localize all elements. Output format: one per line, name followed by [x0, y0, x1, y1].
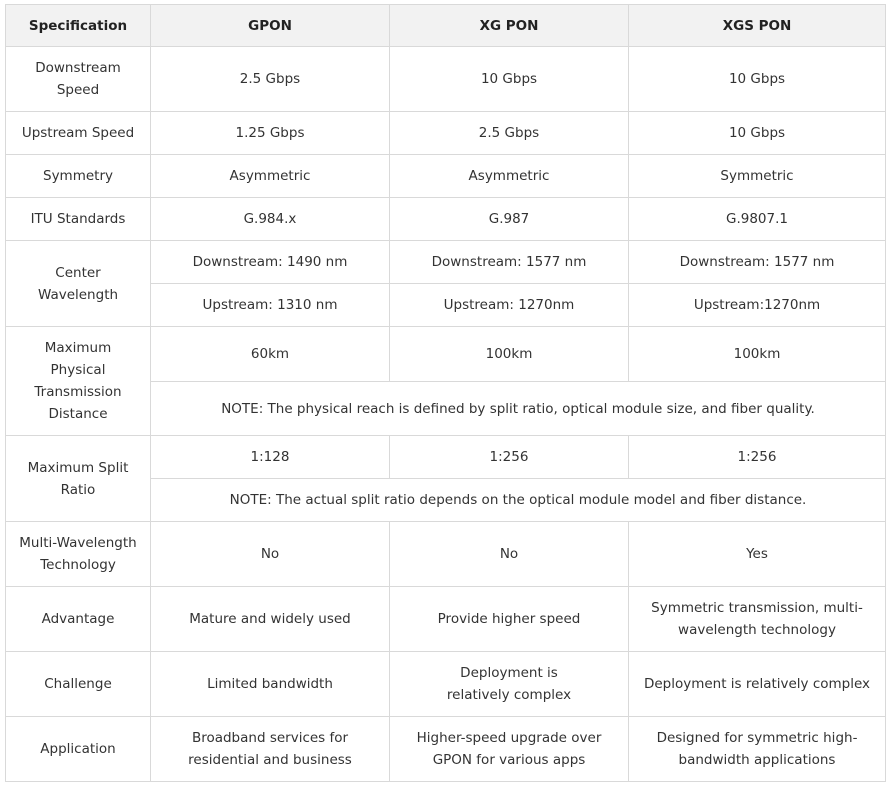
cell-gpon: 60km — [151, 327, 390, 382]
row-label-upstream: Upstream Speed — [6, 112, 151, 155]
cell-gpon: Downstream: 1490 nm — [151, 241, 390, 284]
table-row — [6, 652, 886, 717]
cell-xgpon: Provide higher speed — [390, 587, 629, 652]
table-row — [6, 522, 886, 587]
cell-xgpon: 2.5 Gbps — [390, 112, 629, 155]
cell-xgpon: No — [390, 522, 629, 587]
cell-gpon: Limited bandwidth — [151, 652, 390, 717]
cell-gpon: 1.25 Gbps — [151, 112, 390, 155]
cell-xgspon: Yes — [629, 522, 886, 587]
header-xgspon: XGS PON — [629, 5, 886, 47]
row-label-wavelength: Center Wavelength — [6, 241, 151, 327]
row-label-distance: Maximum Physical Transmission Distance — [6, 327, 151, 436]
cell-gpon: G.984.x — [151, 198, 390, 241]
cell-xgspon: G.9807.1 — [629, 198, 886, 241]
note-distance: NOTE: The physical reach is defined by split ratio, optical module size, and fiber quality. — [151, 382, 886, 436]
header-xgpon: XG PON — [390, 5, 629, 47]
cell-xgpon: Downstream: 1577 nm — [390, 241, 629, 284]
cell-xgpon: Upstream: 1270nm — [390, 284, 629, 327]
row-label-challenge: Challenge — [6, 652, 151, 717]
table-row — [6, 112, 886, 155]
cell-gpon: No — [151, 522, 390, 587]
cell-xgpon: 1:256 — [390, 436, 629, 479]
pon-comparison-table — [5, 4, 886, 782]
cell-gpon: 1:128 — [151, 436, 390, 479]
cell-xgspon: Downstream: 1577 nm — [629, 241, 886, 284]
table-row — [6, 327, 886, 382]
cell-xgspon: Deployment is relatively complex — [629, 652, 886, 717]
cell-xgpon: Deployment is relatively complex — [390, 652, 629, 717]
cell-xgspon: Designed for symmetric high-bandwidth applications — [629, 717, 886, 782]
table-row — [6, 241, 886, 284]
row-label-application: Application — [6, 717, 151, 782]
cell-gpon: Asymmetric — [151, 155, 390, 198]
cell-xgpon: 100km — [390, 327, 629, 382]
row-label-split: Maximum Split Ratio — [6, 436, 151, 522]
cell-xgspon: 10 Gbps — [629, 47, 886, 112]
table-row — [6, 47, 886, 112]
cell-gpon: Mature and widely used — [151, 587, 390, 652]
cell-xgspon: Upstream:1270nm — [629, 284, 886, 327]
row-label-multiwave: Multi-Wavelength Technology — [6, 522, 151, 587]
row-label-itu: ITU Standards — [6, 198, 151, 241]
cell-xgspon: 1:256 — [629, 436, 886, 479]
cell-gpon: Upstream: 1310 nm — [151, 284, 390, 327]
cell-xgspon: 10 Gbps — [629, 112, 886, 155]
header-row — [6, 5, 886, 47]
table-row — [6, 198, 886, 241]
cell-xgpon: Asymmetric — [390, 155, 629, 198]
note-split: NOTE: The actual split ratio depends on the optical module model and fiber distance. — [151, 479, 886, 522]
row-label-advantage: Advantage — [6, 587, 151, 652]
row-label-downstream: Downstream Speed — [6, 47, 151, 112]
table-row — [6, 436, 886, 479]
table-row — [6, 587, 886, 652]
cell-gpon: 2.5 Gbps — [151, 47, 390, 112]
cell-xgpon: 10 Gbps — [390, 47, 629, 112]
cell-gpon: Broadband services for residential and business — [151, 717, 390, 782]
table-row — [6, 155, 886, 198]
table-row — [6, 717, 886, 782]
cell-xgspon: Symmetric transmission, multi-wavelength technology — [629, 587, 886, 652]
cell-xgpon: G.987 — [390, 198, 629, 241]
cell-xgspon: Symmetric — [629, 155, 886, 198]
cell-xgpon: Higher-speed upgrade over GPON for various apps — [390, 717, 629, 782]
header-gpon: GPON — [151, 5, 390, 47]
header-specification: Specification — [6, 5, 151, 47]
cell-xgspon: 100km — [629, 327, 886, 382]
row-label-symmetry: Symmetry — [6, 155, 151, 198]
